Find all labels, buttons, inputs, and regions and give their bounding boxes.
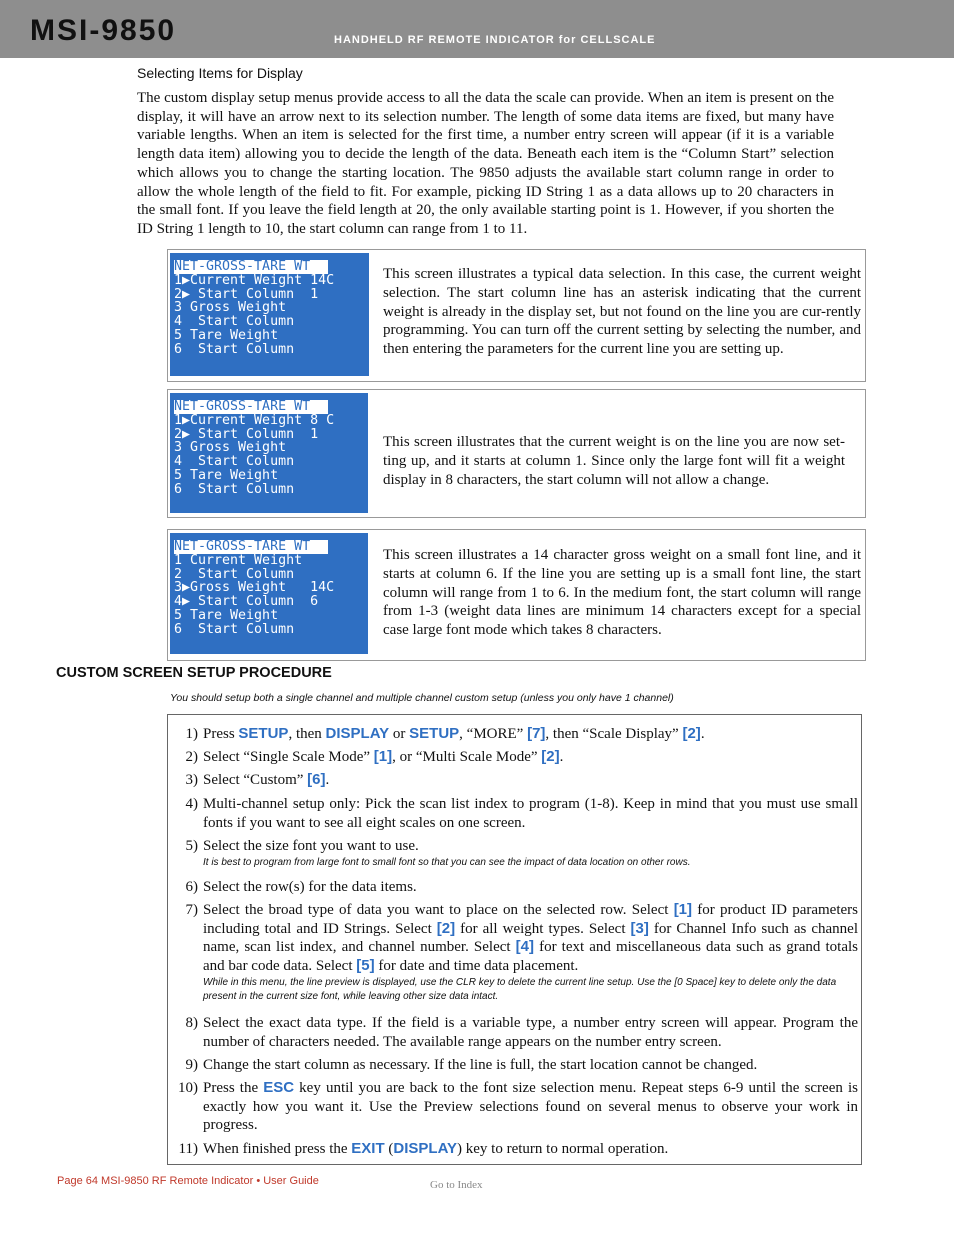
step-text: Select the size font you want to use. It is best to program from large font to small font so that you can see the impact of data location on other rows. (203, 837, 858, 870)
lcd-row: 4 Start Column (174, 314, 295, 330)
step-text: When finished press the EXIT (DISPLAY) key to return to normal operation. (203, 1140, 669, 1157)
example-text-1: This screen illustrates a typical data selection. In this case, the current weight selection. The start column line has an asterisk indicating that the current weight is already in the display set, but not found on the line you are cur-rently programming. You can turn off the current setting by selecting the number, and then entering the parameters for the current line you are setting up. (383, 266, 861, 358)
key-label: [2] (436, 919, 456, 937)
lcd-row: 2▶ Start Column 1 (174, 426, 319, 442)
key-label: EXIT (351, 1140, 385, 1157)
step-text: Multi-channel setup only: Pick the scan list index to program (1-8). Keep in mind that you must use small fonts if you want to see all eight scales on one screen. (203, 796, 858, 831)
lcd-row: 2 Start Column (174, 566, 295, 582)
lcd-title: NET-GROSS-TARE WT (174, 400, 328, 414)
go-to-index-link[interactable]: Go to Index (430, 1179, 483, 1191)
key-label: SETUP (238, 725, 289, 742)
lcd-row: 3 Gross Weight (174, 300, 287, 316)
lcd-row: 5 Tare Weight (174, 607, 279, 623)
step-text: Select the exact data type. If the field is a variable type, a number entry screen will appear. Program the number of characters needed. The available range appears on the number entry screen. (203, 1015, 858, 1050)
key-label: DISPLAY (325, 725, 390, 742)
lcd-screen-3 (170, 533, 368, 654)
key-label: [2] (541, 748, 560, 765)
header-subtitle: HANDHELD RF REMOTE INDICATOR for CELLSCALE (334, 34, 656, 46)
key-label: [4] (515, 938, 534, 956)
key-label: [1] (373, 748, 393, 765)
lcd-row: 2▶ Start Column 1 (174, 286, 319, 302)
lcd-screen-1 (170, 253, 369, 376)
intro-paragraph: The custom display setup menus provide access to all the data the scale can provide. When an item is present on the display, it will have an arrow next to its selection number. The length of some data items are fixed, but many have variable lengths. When an item is selected for the first time, a number entry screen will appear (if it is a variable length data item) allowing you to decide the length of the data. Beneath each item is the “Column Start” selection which allows you to change the starting location. The 9850 adjusts the available start column range in order to allow the whole length of the field to fit. For example, picking ID String 1 as a data allows up to 20 characters in the small font. If you leave the field length at 20, the only available starting point is 1. However, if you shorten the ID String 1 length to 10, the start column can range from 1 to 11. (137, 90, 834, 237)
key-label: [7] (527, 725, 546, 742)
procedure-note: You should setup both a single channel and multiple channel custom setup (unless you only have 1 channel) (170, 692, 674, 704)
step-number: 4) (185, 796, 198, 812)
lcd-row: 6 Start Column (174, 621, 295, 637)
section-title: Selecting Items for Display (137, 65, 303, 81)
key-label: DISPLAY (393, 1140, 458, 1157)
example-text-3: This screen illustrates a 14 character gross weight on a small font line, and it starts at column 6. If the line you are setting up is a small font line, the start column will range from 1 to 6. In the medium font, the start column will range from 1-3 (weight data lines are minimum 14 characters except for a special case large font mode which takes 8 characters. (383, 547, 861, 639)
step-note: While in this menu, the line preview is displayed, use the CLR key to delete the current line setup. Use the [0 Space] key to delete only the data present in the current size font, while leaving other size data intact. (203, 976, 837, 1002)
key-label: [3] (630, 919, 649, 937)
lcd-row: 1 Current Weight (174, 552, 303, 568)
step-text: Select the broad type of data you want to place on the selected row. Select [1] for product ID parameters including total and ID Strings. Select [2] for all weight types. Select [3] for Channel Info such as channel name, scan list index, and channel number. Select [4] for text and miscellaneous data such as grand totals and bar code data. Select [5] for date and time data placement. While in this menu, the line preview is displayed, use the CLR key to delete the current line setup. Use the [0 Space] key to delete only the data present in the current size font, while leaving other size data intact. (203, 901, 859, 1002)
step-number: 7) (185, 902, 198, 918)
product-logo: MSI-9850 (30, 14, 177, 47)
key-label: [2] (682, 725, 701, 742)
lcd-row: 5 Tare Weight (174, 467, 279, 483)
step-text: Press SETUP, then DISPLAY or SETUP, “MORE” [7], then “Scale Display” [2]. (203, 725, 705, 742)
step-number: 11) (178, 1141, 198, 1157)
step-text: Select the row(s) for the data items. (203, 879, 417, 895)
lcd-title: NET-GROSS-TARE WT (174, 540, 328, 554)
page-header (0, 0, 954, 58)
procedure-box (167, 714, 862, 1165)
lcd-row: 6 Start Column (174, 341, 295, 357)
step-number: 1) (185, 726, 198, 742)
step-number: 5) (185, 838, 198, 854)
step-text: Press the ESC key until you are back to the font size selection menu. Repeat steps 6-9 until the screen is exactly how you want it. Use the Preview selections found on several menus to observe your work in progress. (203, 1079, 858, 1134)
lcd-row: 1▶Current Weight 8 C (174, 412, 335, 428)
lcd-row: 5 Tare Weight (174, 327, 279, 343)
procedure-title: CUSTOM SCREEN SETUP PROCEDURE (56, 665, 332, 681)
page-footer: Page 64 MSI-9850 RF Remote Indicator • User Guide (57, 1175, 319, 1187)
step-number: 2) (185, 749, 198, 765)
key-label: [1] (673, 901, 693, 918)
step-number: 9) (185, 1057, 198, 1073)
step-number: 3) (185, 772, 198, 788)
key-label: SETUP (409, 725, 460, 742)
lcd-row: 3 Gross Weight (174, 440, 287, 456)
example-text-2: This screen illustrates that the current weight is on the line you are now set-ting up, and it starts at column 1. Since only the large font will fit a weight display in 8 characters, the start column will not allow a change. (383, 434, 845, 488)
lcd-title: NET-GROSS-TARE WT (174, 260, 328, 274)
lcd-row: 1▶Current Weight 14C (174, 272, 335, 288)
key-label: ESC (263, 1079, 295, 1096)
key-label: [5] (356, 957, 375, 975)
lcd-row: 3▶Gross Weight 14C (174, 580, 335, 596)
lcd-row: 6 Start Column (174, 481, 295, 497)
lcd-row: 4 Start Column (174, 454, 295, 470)
lcd-screen-2 (170, 393, 368, 513)
step-number: 10) (178, 1080, 198, 1096)
step-text: Select “Single Scale Mode” [1], or “Multi Scale Mode” [2]. (203, 748, 564, 765)
step-number: 8) (185, 1015, 198, 1031)
step-text: Select “Custom” [6]. (203, 771, 330, 788)
step-text: Change the start column as necessary. If the line is full, the start location cannot be changed. (203, 1057, 758, 1073)
key-label: [6] (307, 771, 326, 788)
step-number: 6) (185, 879, 198, 895)
step-note: It is best to program from large font to small font so that you can see the impact of data location on other rows. (203, 856, 691, 868)
lcd-row: 4▶ Start Column 6 (174, 594, 319, 610)
